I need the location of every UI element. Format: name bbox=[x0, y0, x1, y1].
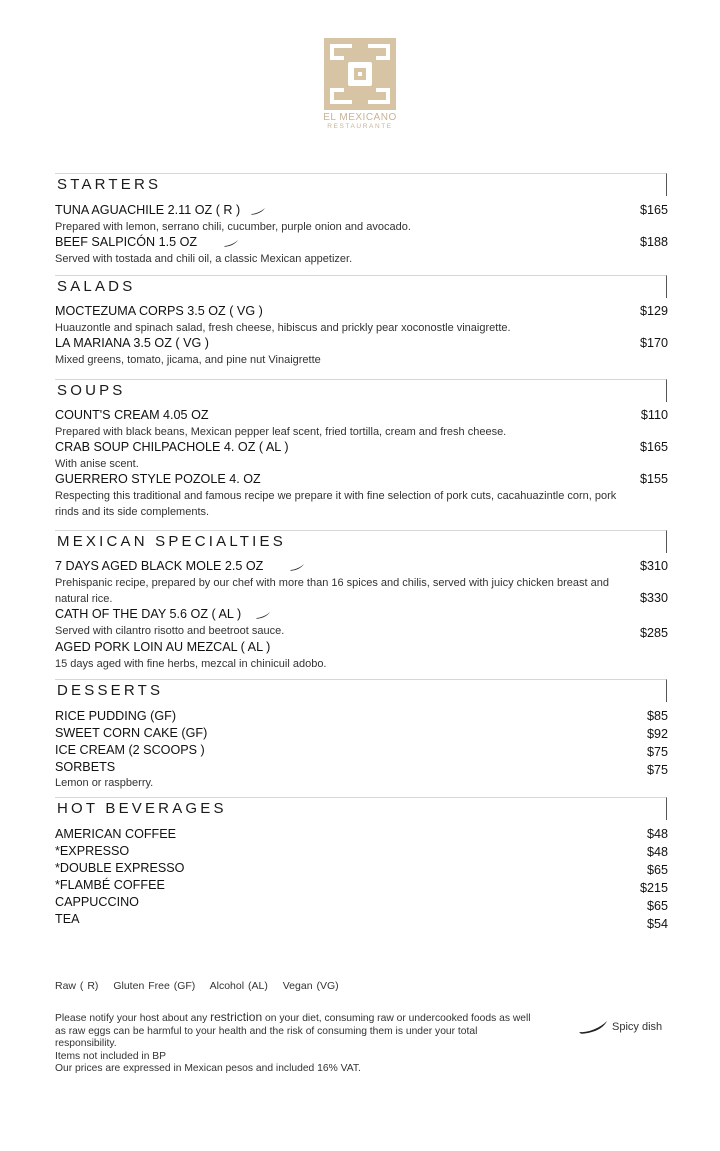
section-title: SOUPS bbox=[57, 382, 126, 399]
section-title: STARTERS bbox=[57, 176, 162, 193]
item-price: $54 bbox=[646, 917, 668, 931]
section-desserts bbox=[55, 679, 668, 789]
notice-vat: Our prices are expressed in Mexican pesos and included 16% VAT. bbox=[55, 1063, 361, 1074]
item-name: *EXPRESSO bbox=[55, 844, 130, 858]
item-price: $48 bbox=[646, 845, 668, 859]
section-title: MEXICAN SPECIALTIES bbox=[57, 533, 286, 550]
item-description: Lemon or raspberry. bbox=[55, 777, 154, 789]
item-name: ICE CREAM (2 SCOOPS ) bbox=[55, 743, 205, 757]
item-name: 7 DAYS AGED BLACK MOLE 2.5 OZ bbox=[55, 559, 264, 573]
section-salads bbox=[55, 275, 668, 366]
spicy-legend bbox=[578, 1020, 662, 1034]
allergy-notice bbox=[55, 1011, 541, 1076]
item-name: CRAB SOUP CHILPACHOLE 4. OZ ( AL ) bbox=[55, 440, 289, 454]
item-description: Huauzontle and spinach salad, fresh cheese, hibiscus and prickly pear xoconostle vinaigrette. bbox=[55, 322, 511, 334]
item-price: $65 bbox=[646, 863, 668, 877]
item-description: Served with tostada and chili oil, a classic Mexican appetizer. bbox=[55, 253, 353, 265]
item-price: $92 bbox=[646, 727, 668, 741]
item-price: $188 bbox=[639, 235, 668, 249]
item-price: $75 bbox=[646, 745, 668, 759]
notice-paragraph: Please notify your host about any restriction on your diet, consuming raw or undercooked foods as well as raw eggs can be harmful to your health and the risk of consuming them is under your total responsibility. bbox=[55, 1010, 531, 1049]
item-price: $170 bbox=[639, 336, 668, 350]
legend-vegan: Vegan (VG) bbox=[282, 980, 339, 992]
item-price: $65 bbox=[646, 899, 668, 913]
item-price: $330 bbox=[639, 591, 668, 605]
item-description: 15 days aged with fine herbs, mezcal in chinicuil adobo. bbox=[55, 658, 327, 670]
item-description: Respecting this traditional and famous recipe we prepare it with fine selection of pork cuts, cacahuazintle corn, pork rinds and its side complements. bbox=[55, 490, 617, 518]
item-name: *FLAMBÉ COFFEE bbox=[55, 878, 165, 892]
section-header bbox=[55, 173, 667, 196]
item-price: $129 bbox=[639, 304, 668, 318]
item-description: Prehispanic recipe, prepared by our chef with more than 16 spices and chilis, served with juicy chicken breast and natural rice. bbox=[55, 577, 609, 605]
item-name: TEA bbox=[55, 912, 80, 926]
section-header bbox=[55, 679, 667, 702]
item-price: $155 bbox=[639, 472, 668, 486]
item-name: BEEF SALPICÓN 1.5 OZ bbox=[55, 235, 198, 249]
item-name: TUNA AGUACHILE 2.11 OZ ( R ) bbox=[55, 203, 241, 217]
legend-gluten-free: Gluten Free (GF) bbox=[113, 980, 196, 992]
item-price: $48 bbox=[646, 827, 668, 841]
item-name: SORBETS bbox=[55, 760, 116, 774]
legend-alcohol: Alcohol (AL) bbox=[209, 980, 268, 992]
item-description: Prepared with lemon, serrano chili, cucumber, purple onion and avocado. bbox=[55, 221, 411, 233]
item-price: $310 bbox=[639, 559, 668, 573]
chili-icon bbox=[223, 236, 239, 250]
section-hot-beverages bbox=[55, 797, 668, 931]
chili-icon bbox=[255, 608, 271, 622]
item-name: *DOUBLE EXPRESSO bbox=[55, 861, 185, 875]
item-name: AGED PORK LOIN AU MEZCAL ( AL ) bbox=[55, 640, 271, 654]
item-name: CAPPUCCINO bbox=[55, 895, 139, 909]
item-name: MOCTEZUMA CORPS 3.5 OZ ( VG ) bbox=[55, 304, 263, 318]
item-name: RICE PUDDING (GF) bbox=[55, 709, 177, 723]
item-name: AMERICAN COFFEE bbox=[55, 827, 177, 841]
section-soups bbox=[55, 379, 668, 518]
brand-name: EL MEXICANO bbox=[323, 112, 397, 123]
item-description: Mixed greens, tomato, jicama, and pine nut Vinaigrette bbox=[55, 354, 321, 366]
section-header bbox=[55, 379, 667, 402]
item-name: LA MARIANA 3.5 OZ ( VG ) bbox=[55, 336, 209, 350]
logo-mark-icon bbox=[324, 38, 396, 110]
section-header bbox=[55, 797, 667, 820]
item-price: $215 bbox=[639, 881, 668, 895]
item-price: $75 bbox=[646, 763, 668, 777]
section-title: HOT BEVERAGES bbox=[57, 800, 227, 817]
item-price: $85 bbox=[646, 709, 668, 723]
notice-bp: Items not included in BP bbox=[55, 1050, 167, 1062]
section-header bbox=[55, 530, 667, 553]
item-price: $165 bbox=[639, 203, 668, 217]
section-starters bbox=[55, 173, 668, 265]
item-name: COUNT'S CREAM 4.05 OZ bbox=[55, 408, 209, 422]
section-mexican-specialties bbox=[55, 530, 668, 670]
item-name: CATH OF THE DAY 5.6 OZ ( AL ) bbox=[55, 607, 242, 621]
item-description: Prepared with black beans, Mexican pepper leaf scent, fried tortilla, cream and fresh cheese. bbox=[55, 426, 507, 438]
chili-icon bbox=[250, 204, 266, 218]
item-name: GUERRERO STYLE POZOLE 4. OZ bbox=[55, 472, 261, 486]
restaurant-logo bbox=[322, 38, 398, 131]
legend-raw: Raw ( R) bbox=[55, 980, 99, 992]
item-price: $165 bbox=[639, 440, 668, 454]
dietary-legend bbox=[55, 980, 350, 992]
chili-icon bbox=[289, 560, 305, 574]
chili-icon bbox=[578, 1020, 608, 1034]
section-header bbox=[55, 275, 667, 298]
item-price: $285 bbox=[639, 626, 668, 640]
brand-subtitle: RESTAURANTE bbox=[327, 123, 393, 130]
section-title: SALADS bbox=[57, 278, 136, 295]
item-description: Served with cilantro risotto and beetroot sauce. bbox=[55, 625, 285, 637]
item-name: SWEET CORN CAKE (GF) bbox=[55, 726, 208, 740]
section-title: DESSERTS bbox=[57, 682, 164, 699]
item-description: With anise scent. bbox=[55, 458, 139, 470]
spicy-label: Spicy dish bbox=[612, 1020, 663, 1033]
item-price: $110 bbox=[640, 408, 668, 422]
